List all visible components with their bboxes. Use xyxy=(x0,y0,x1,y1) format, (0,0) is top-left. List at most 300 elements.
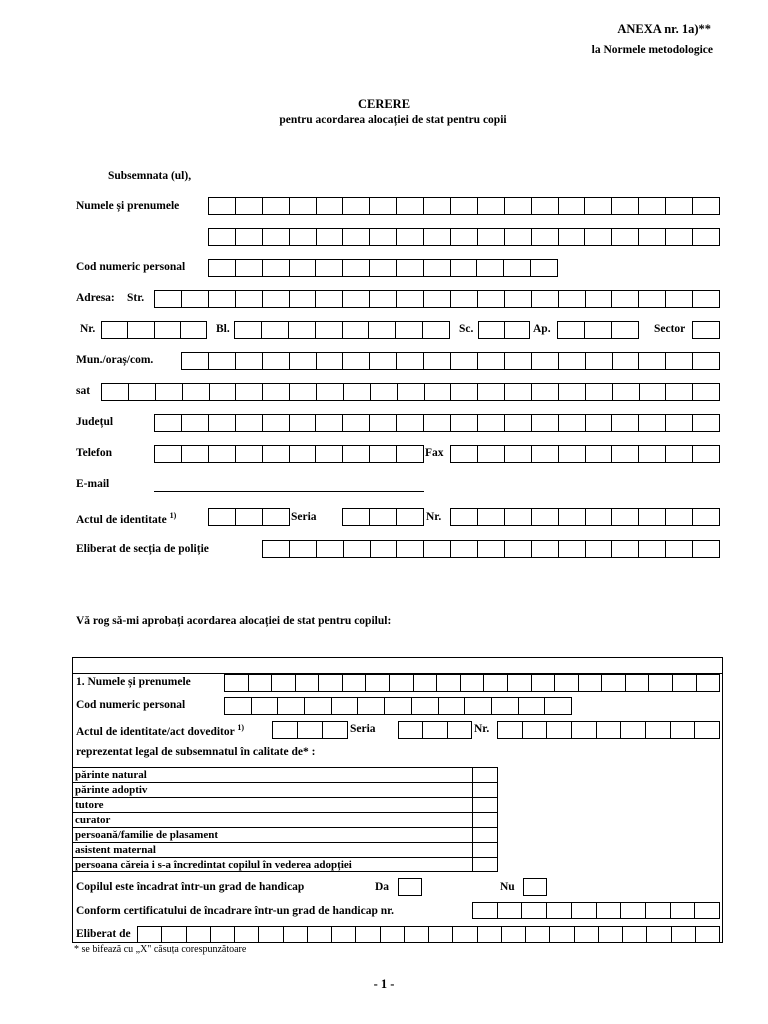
input-box[interactable] xyxy=(272,721,298,739)
input-box[interactable] xyxy=(501,926,526,943)
input-box[interactable] xyxy=(315,445,343,463)
input-box[interactable] xyxy=(530,259,558,277)
input-box[interactable] xyxy=(235,445,263,463)
input-box[interactable] xyxy=(209,383,237,401)
input-box[interactable] xyxy=(521,902,547,919)
id-type-boxes[interactable] xyxy=(208,508,290,526)
ap-boxes[interactable] xyxy=(557,321,639,339)
input-box[interactable] xyxy=(289,352,317,370)
input-box[interactable] xyxy=(692,228,720,246)
input-box[interactable] xyxy=(248,674,273,692)
input-box[interactable] xyxy=(423,290,451,308)
input-box[interactable] xyxy=(396,414,424,432)
input-box[interactable] xyxy=(670,721,696,739)
input-box[interactable] xyxy=(620,721,646,739)
input-box[interactable] xyxy=(665,228,693,246)
input-box[interactable] xyxy=(342,197,370,215)
input-box[interactable] xyxy=(611,228,639,246)
input-box[interactable] xyxy=(665,352,693,370)
input-box[interactable] xyxy=(208,414,236,432)
input-box[interactable] xyxy=(262,259,290,277)
input-box[interactable] xyxy=(523,878,547,896)
email-line[interactable] xyxy=(154,491,424,492)
input-box[interactable] xyxy=(234,321,262,339)
input-box[interactable] xyxy=(342,259,370,277)
input-box[interactable] xyxy=(369,414,397,432)
input-box[interactable] xyxy=(262,540,290,558)
input-box[interactable] xyxy=(438,697,466,715)
input-box[interactable] xyxy=(365,674,390,692)
phone-boxes[interactable] xyxy=(154,445,424,463)
input-box[interactable] xyxy=(611,290,639,308)
handicap-yes-checkbox[interactable] xyxy=(398,878,422,896)
fax-boxes[interactable] xyxy=(450,445,720,463)
input-box[interactable] xyxy=(307,926,332,943)
input-box[interactable] xyxy=(396,259,424,277)
child-nr-boxes[interactable] xyxy=(497,721,720,739)
input-box[interactable] xyxy=(295,674,320,692)
input-box[interactable] xyxy=(342,508,370,526)
input-box[interactable] xyxy=(476,259,504,277)
input-box[interactable] xyxy=(648,674,673,692)
input-box[interactable] xyxy=(154,290,182,308)
input-box[interactable] xyxy=(692,383,720,401)
input-box[interactable] xyxy=(235,290,263,308)
input-box[interactable] xyxy=(369,352,397,370)
input-box[interactable] xyxy=(558,508,586,526)
nr-boxes[interactable] xyxy=(101,321,207,339)
input-box[interactable] xyxy=(477,383,505,401)
input-box[interactable] xyxy=(423,197,451,215)
input-box[interactable] xyxy=(447,721,472,739)
input-box[interactable] xyxy=(477,352,505,370)
input-box[interactable] xyxy=(210,926,235,943)
input-box[interactable] xyxy=(646,926,671,943)
input-box[interactable] xyxy=(692,540,720,558)
input-box[interactable] xyxy=(558,290,586,308)
input-box[interactable] xyxy=(531,540,559,558)
input-box[interactable] xyxy=(483,674,508,692)
input-box[interactable] xyxy=(208,290,236,308)
input-box[interactable] xyxy=(596,721,622,739)
input-box[interactable] xyxy=(450,445,478,463)
input-box[interactable] xyxy=(477,508,505,526)
input-box[interactable] xyxy=(531,508,559,526)
input-box[interactable] xyxy=(404,926,429,943)
input-box[interactable] xyxy=(396,540,424,558)
input-box[interactable] xyxy=(611,197,639,215)
input-box[interactable] xyxy=(571,721,597,739)
input-box[interactable] xyxy=(315,414,343,432)
input-box[interactable] xyxy=(101,383,129,401)
input-box[interactable] xyxy=(692,508,720,526)
input-box[interactable] xyxy=(396,445,424,463)
input-box[interactable] xyxy=(428,926,453,943)
input-box[interactable] xyxy=(531,197,559,215)
input-box[interactable] xyxy=(638,540,666,558)
input-box[interactable] xyxy=(504,445,532,463)
input-box[interactable] xyxy=(398,721,423,739)
applicant-cnp-boxes[interactable] xyxy=(208,259,558,277)
input-box[interactable] xyxy=(450,352,478,370)
input-box[interactable] xyxy=(369,228,397,246)
input-box[interactable] xyxy=(357,697,385,715)
input-box[interactable] xyxy=(343,383,371,401)
input-box[interactable] xyxy=(546,721,572,739)
input-box[interactable] xyxy=(262,228,290,246)
input-box[interactable] xyxy=(181,290,209,308)
input-box[interactable] xyxy=(472,902,498,919)
input-box[interactable] xyxy=(128,383,156,401)
role-guardian-checkbox[interactable] xyxy=(473,798,497,812)
input-box[interactable] xyxy=(478,321,505,339)
input-box[interactable] xyxy=(696,674,721,692)
input-box[interactable] xyxy=(558,383,586,401)
input-box[interactable] xyxy=(398,878,422,896)
input-box[interactable] xyxy=(450,259,478,277)
input-box[interactable] xyxy=(342,445,370,463)
input-box[interactable] xyxy=(208,445,236,463)
input-box[interactable] xyxy=(531,414,559,432)
input-box[interactable] xyxy=(585,508,613,526)
input-box[interactable] xyxy=(251,697,279,715)
input-box[interactable] xyxy=(342,414,370,432)
input-box[interactable] xyxy=(289,383,317,401)
input-box[interactable] xyxy=(477,197,505,215)
input-box[interactable] xyxy=(638,414,666,432)
input-box[interactable] xyxy=(180,321,207,339)
input-box[interactable] xyxy=(638,228,666,246)
input-box[interactable] xyxy=(304,697,332,715)
input-box[interactable] xyxy=(620,902,646,919)
input-box[interactable] xyxy=(450,540,478,558)
sc-boxes[interactable] xyxy=(478,321,530,339)
certificate-nr-boxes[interactable] xyxy=(472,902,720,919)
input-box[interactable] xyxy=(450,508,478,526)
input-box[interactable] xyxy=(497,721,523,739)
input-box[interactable] xyxy=(596,902,622,919)
input-box[interactable] xyxy=(342,674,367,692)
input-box[interactable] xyxy=(460,674,485,692)
input-box[interactable] xyxy=(182,383,210,401)
input-box[interactable] xyxy=(369,197,397,215)
input-box[interactable] xyxy=(355,926,380,943)
input-box[interactable] xyxy=(235,508,263,526)
input-box[interactable] xyxy=(322,721,348,739)
input-box[interactable] xyxy=(504,540,532,558)
input-box[interactable] xyxy=(101,321,128,339)
input-box[interactable] xyxy=(585,540,613,558)
input-box[interactable] xyxy=(289,414,317,432)
input-box[interactable] xyxy=(531,674,556,692)
input-box[interactable] xyxy=(531,383,559,401)
input-box[interactable] xyxy=(262,445,290,463)
input-box[interactable] xyxy=(665,445,693,463)
input-box[interactable] xyxy=(154,414,182,432)
input-box[interactable] xyxy=(578,674,603,692)
input-box[interactable] xyxy=(638,290,666,308)
input-box[interactable] xyxy=(289,445,317,463)
input-box[interactable] xyxy=(692,414,720,432)
handicap-no-checkbox[interactable] xyxy=(523,878,547,896)
input-box[interactable] xyxy=(208,228,236,246)
input-box[interactable] xyxy=(665,508,693,526)
issued-by-police-boxes[interactable] xyxy=(262,540,720,558)
input-box[interactable] xyxy=(262,352,290,370)
input-box[interactable] xyxy=(546,902,572,919)
input-box[interactable] xyxy=(531,290,559,308)
input-box[interactable] xyxy=(283,926,308,943)
input-box[interactable] xyxy=(585,414,613,432)
input-box[interactable] xyxy=(422,321,450,339)
input-box[interactable] xyxy=(315,321,343,339)
input-box[interactable] xyxy=(186,926,211,943)
county-boxes[interactable] xyxy=(154,414,720,432)
input-box[interactable] xyxy=(343,540,371,558)
input-box[interactable] xyxy=(342,352,370,370)
input-box[interactable] xyxy=(450,383,478,401)
input-box[interactable] xyxy=(154,445,182,463)
input-box[interactable] xyxy=(262,290,290,308)
input-box[interactable] xyxy=(504,414,532,432)
input-box[interactable] xyxy=(612,352,640,370)
input-box[interactable] xyxy=(477,290,505,308)
input-box[interactable] xyxy=(554,674,579,692)
input-box[interactable] xyxy=(450,290,478,308)
input-box[interactable] xyxy=(315,259,343,277)
input-box[interactable] xyxy=(558,445,586,463)
input-box[interactable] xyxy=(423,540,451,558)
input-box[interactable] xyxy=(423,414,451,432)
role-natural-parent-checkbox[interactable] xyxy=(473,768,497,782)
input-box[interactable] xyxy=(504,290,532,308)
input-box[interactable] xyxy=(316,540,344,558)
input-box[interactable] xyxy=(369,290,397,308)
input-box[interactable] xyxy=(235,228,263,246)
input-box[interactable] xyxy=(504,228,532,246)
input-box[interactable] xyxy=(625,674,650,692)
input-box[interactable] xyxy=(396,197,424,215)
input-box[interactable] xyxy=(452,926,477,943)
input-box[interactable] xyxy=(396,352,424,370)
input-box[interactable] xyxy=(544,697,572,715)
input-box[interactable] xyxy=(612,383,640,401)
input-box[interactable] xyxy=(665,383,693,401)
input-box[interactable] xyxy=(422,721,447,739)
input-box[interactable] xyxy=(277,697,305,715)
input-box[interactable] xyxy=(289,197,317,215)
input-box[interactable] xyxy=(665,414,693,432)
input-box[interactable] xyxy=(645,721,671,739)
input-box[interactable] xyxy=(436,674,461,692)
input-box[interactable] xyxy=(396,508,424,526)
input-box[interactable] xyxy=(235,197,263,215)
input-box[interactable] xyxy=(289,290,317,308)
input-box[interactable] xyxy=(503,259,531,277)
input-box[interactable] xyxy=(181,352,209,370)
input-box[interactable] xyxy=(235,259,263,277)
input-box[interactable] xyxy=(558,352,586,370)
input-box[interactable] xyxy=(258,926,283,943)
input-box[interactable] xyxy=(297,721,323,739)
input-box[interactable] xyxy=(611,540,639,558)
input-box[interactable] xyxy=(692,445,720,463)
input-box[interactable] xyxy=(235,352,263,370)
input-box[interactable] xyxy=(670,902,696,919)
input-box[interactable] xyxy=(695,926,720,943)
input-box[interactable] xyxy=(558,414,586,432)
role-curator-checkbox[interactable] xyxy=(473,813,497,827)
input-box[interactable] xyxy=(598,926,623,943)
role-foster-family-checkbox[interactable] xyxy=(473,828,497,842)
input-box[interactable] xyxy=(389,674,414,692)
input-box[interactable] xyxy=(522,721,548,739)
input-box[interactable] xyxy=(507,674,532,692)
child-issued-by-boxes[interactable] xyxy=(137,926,720,943)
input-box[interactable] xyxy=(504,197,532,215)
input-box[interactable] xyxy=(370,540,398,558)
input-box[interactable] xyxy=(477,445,505,463)
id-series-boxes[interactable] xyxy=(342,508,424,526)
input-box[interactable] xyxy=(665,290,693,308)
input-box[interactable] xyxy=(369,508,397,526)
input-box[interactable] xyxy=(671,926,696,943)
input-box[interactable] xyxy=(289,540,317,558)
input-box[interactable] xyxy=(611,445,639,463)
input-box[interactable] xyxy=(316,352,344,370)
input-box[interactable] xyxy=(611,414,639,432)
input-box[interactable] xyxy=(504,352,532,370)
input-box[interactable] xyxy=(154,321,181,339)
role-adoption-custody-checkbox[interactable] xyxy=(473,858,497,872)
input-box[interactable] xyxy=(525,926,550,943)
input-box[interactable] xyxy=(331,697,359,715)
input-box[interactable] xyxy=(424,383,452,401)
street-boxes[interactable] xyxy=(154,290,720,308)
input-box[interactable] xyxy=(208,352,236,370)
input-box[interactable] xyxy=(477,926,502,943)
input-box[interactable] xyxy=(558,540,586,558)
input-box[interactable] xyxy=(557,321,585,339)
input-box[interactable] xyxy=(638,197,666,215)
input-box[interactable] xyxy=(369,445,397,463)
input-box[interactable] xyxy=(477,228,505,246)
municipality-boxes[interactable] xyxy=(181,352,720,370)
input-box[interactable] xyxy=(477,540,505,558)
input-box[interactable] xyxy=(694,902,720,919)
input-box[interactable] xyxy=(477,414,505,432)
role-adoptive-parent-checkbox[interactable] xyxy=(473,783,497,797)
input-box[interactable] xyxy=(450,414,478,432)
applicant-name-row2-boxes[interactable] xyxy=(208,228,720,246)
input-box[interactable] xyxy=(531,445,559,463)
child-name-boxes[interactable] xyxy=(224,674,720,692)
input-box[interactable] xyxy=(235,383,263,401)
input-box[interactable] xyxy=(315,290,343,308)
input-box[interactable] xyxy=(271,674,296,692)
input-box[interactable] xyxy=(645,902,671,919)
input-box[interactable] xyxy=(665,197,693,215)
sector-box[interactable] xyxy=(692,321,720,339)
village-boxes[interactable] xyxy=(101,383,720,401)
input-box[interactable] xyxy=(181,445,209,463)
input-box[interactable] xyxy=(262,197,290,215)
input-box[interactable] xyxy=(584,197,612,215)
input-box[interactable] xyxy=(423,228,451,246)
input-box[interactable] xyxy=(694,721,720,739)
input-box[interactable] xyxy=(531,352,559,370)
input-box[interactable] xyxy=(342,290,370,308)
input-box[interactable] xyxy=(558,228,586,246)
input-box[interactable] xyxy=(137,926,162,943)
input-box[interactable] xyxy=(289,259,317,277)
bl-boxes[interactable] xyxy=(234,321,450,339)
input-box[interactable] xyxy=(181,414,209,432)
input-box[interactable] xyxy=(638,508,666,526)
input-box[interactable] xyxy=(224,697,252,715)
input-box[interactable] xyxy=(384,697,412,715)
input-box[interactable] xyxy=(342,228,370,246)
input-box[interactable] xyxy=(411,697,439,715)
input-box[interactable] xyxy=(611,321,639,339)
input-box[interactable] xyxy=(208,197,236,215)
input-box[interactable] xyxy=(692,321,720,339)
input-box[interactable] xyxy=(464,697,492,715)
input-box[interactable] xyxy=(342,321,370,339)
input-box[interactable] xyxy=(549,926,574,943)
input-box[interactable] xyxy=(262,508,290,526)
applicant-name-row1-boxes[interactable] xyxy=(208,197,720,215)
input-box[interactable] xyxy=(423,352,451,370)
input-box[interactable] xyxy=(638,352,666,370)
input-box[interactable] xyxy=(450,197,478,215)
input-box[interactable] xyxy=(584,321,612,339)
input-box[interactable] xyxy=(571,902,597,919)
input-box[interactable] xyxy=(369,259,397,277)
input-box[interactable] xyxy=(370,383,398,401)
input-box[interactable] xyxy=(235,414,263,432)
input-box[interactable] xyxy=(672,674,697,692)
input-box[interactable] xyxy=(601,674,626,692)
input-box[interactable] xyxy=(397,383,425,401)
input-box[interactable] xyxy=(585,352,613,370)
input-box[interactable] xyxy=(413,674,438,692)
input-box[interactable] xyxy=(234,926,259,943)
input-box[interactable] xyxy=(224,674,249,692)
input-box[interactable] xyxy=(585,290,613,308)
input-box[interactable] xyxy=(518,697,546,715)
role-maternal-assistant-checkbox[interactable] xyxy=(473,843,497,857)
input-box[interactable] xyxy=(127,321,154,339)
input-box[interactable] xyxy=(396,290,424,308)
input-box[interactable] xyxy=(208,508,236,526)
input-box[interactable] xyxy=(261,321,289,339)
child-id-type-boxes[interactable] xyxy=(272,721,348,739)
input-box[interactable] xyxy=(622,926,647,943)
input-box[interactable] xyxy=(161,926,186,943)
input-box[interactable] xyxy=(395,321,423,339)
input-box[interactable] xyxy=(585,383,613,401)
input-box[interactable] xyxy=(331,926,356,943)
input-box[interactable] xyxy=(531,228,559,246)
input-box[interactable] xyxy=(585,445,613,463)
input-box[interactable] xyxy=(491,697,519,715)
input-box[interactable] xyxy=(380,926,405,943)
input-box[interactable] xyxy=(316,228,344,246)
input-box[interactable] xyxy=(208,259,236,277)
input-box[interactable] xyxy=(584,228,612,246)
input-box[interactable] xyxy=(639,383,667,401)
